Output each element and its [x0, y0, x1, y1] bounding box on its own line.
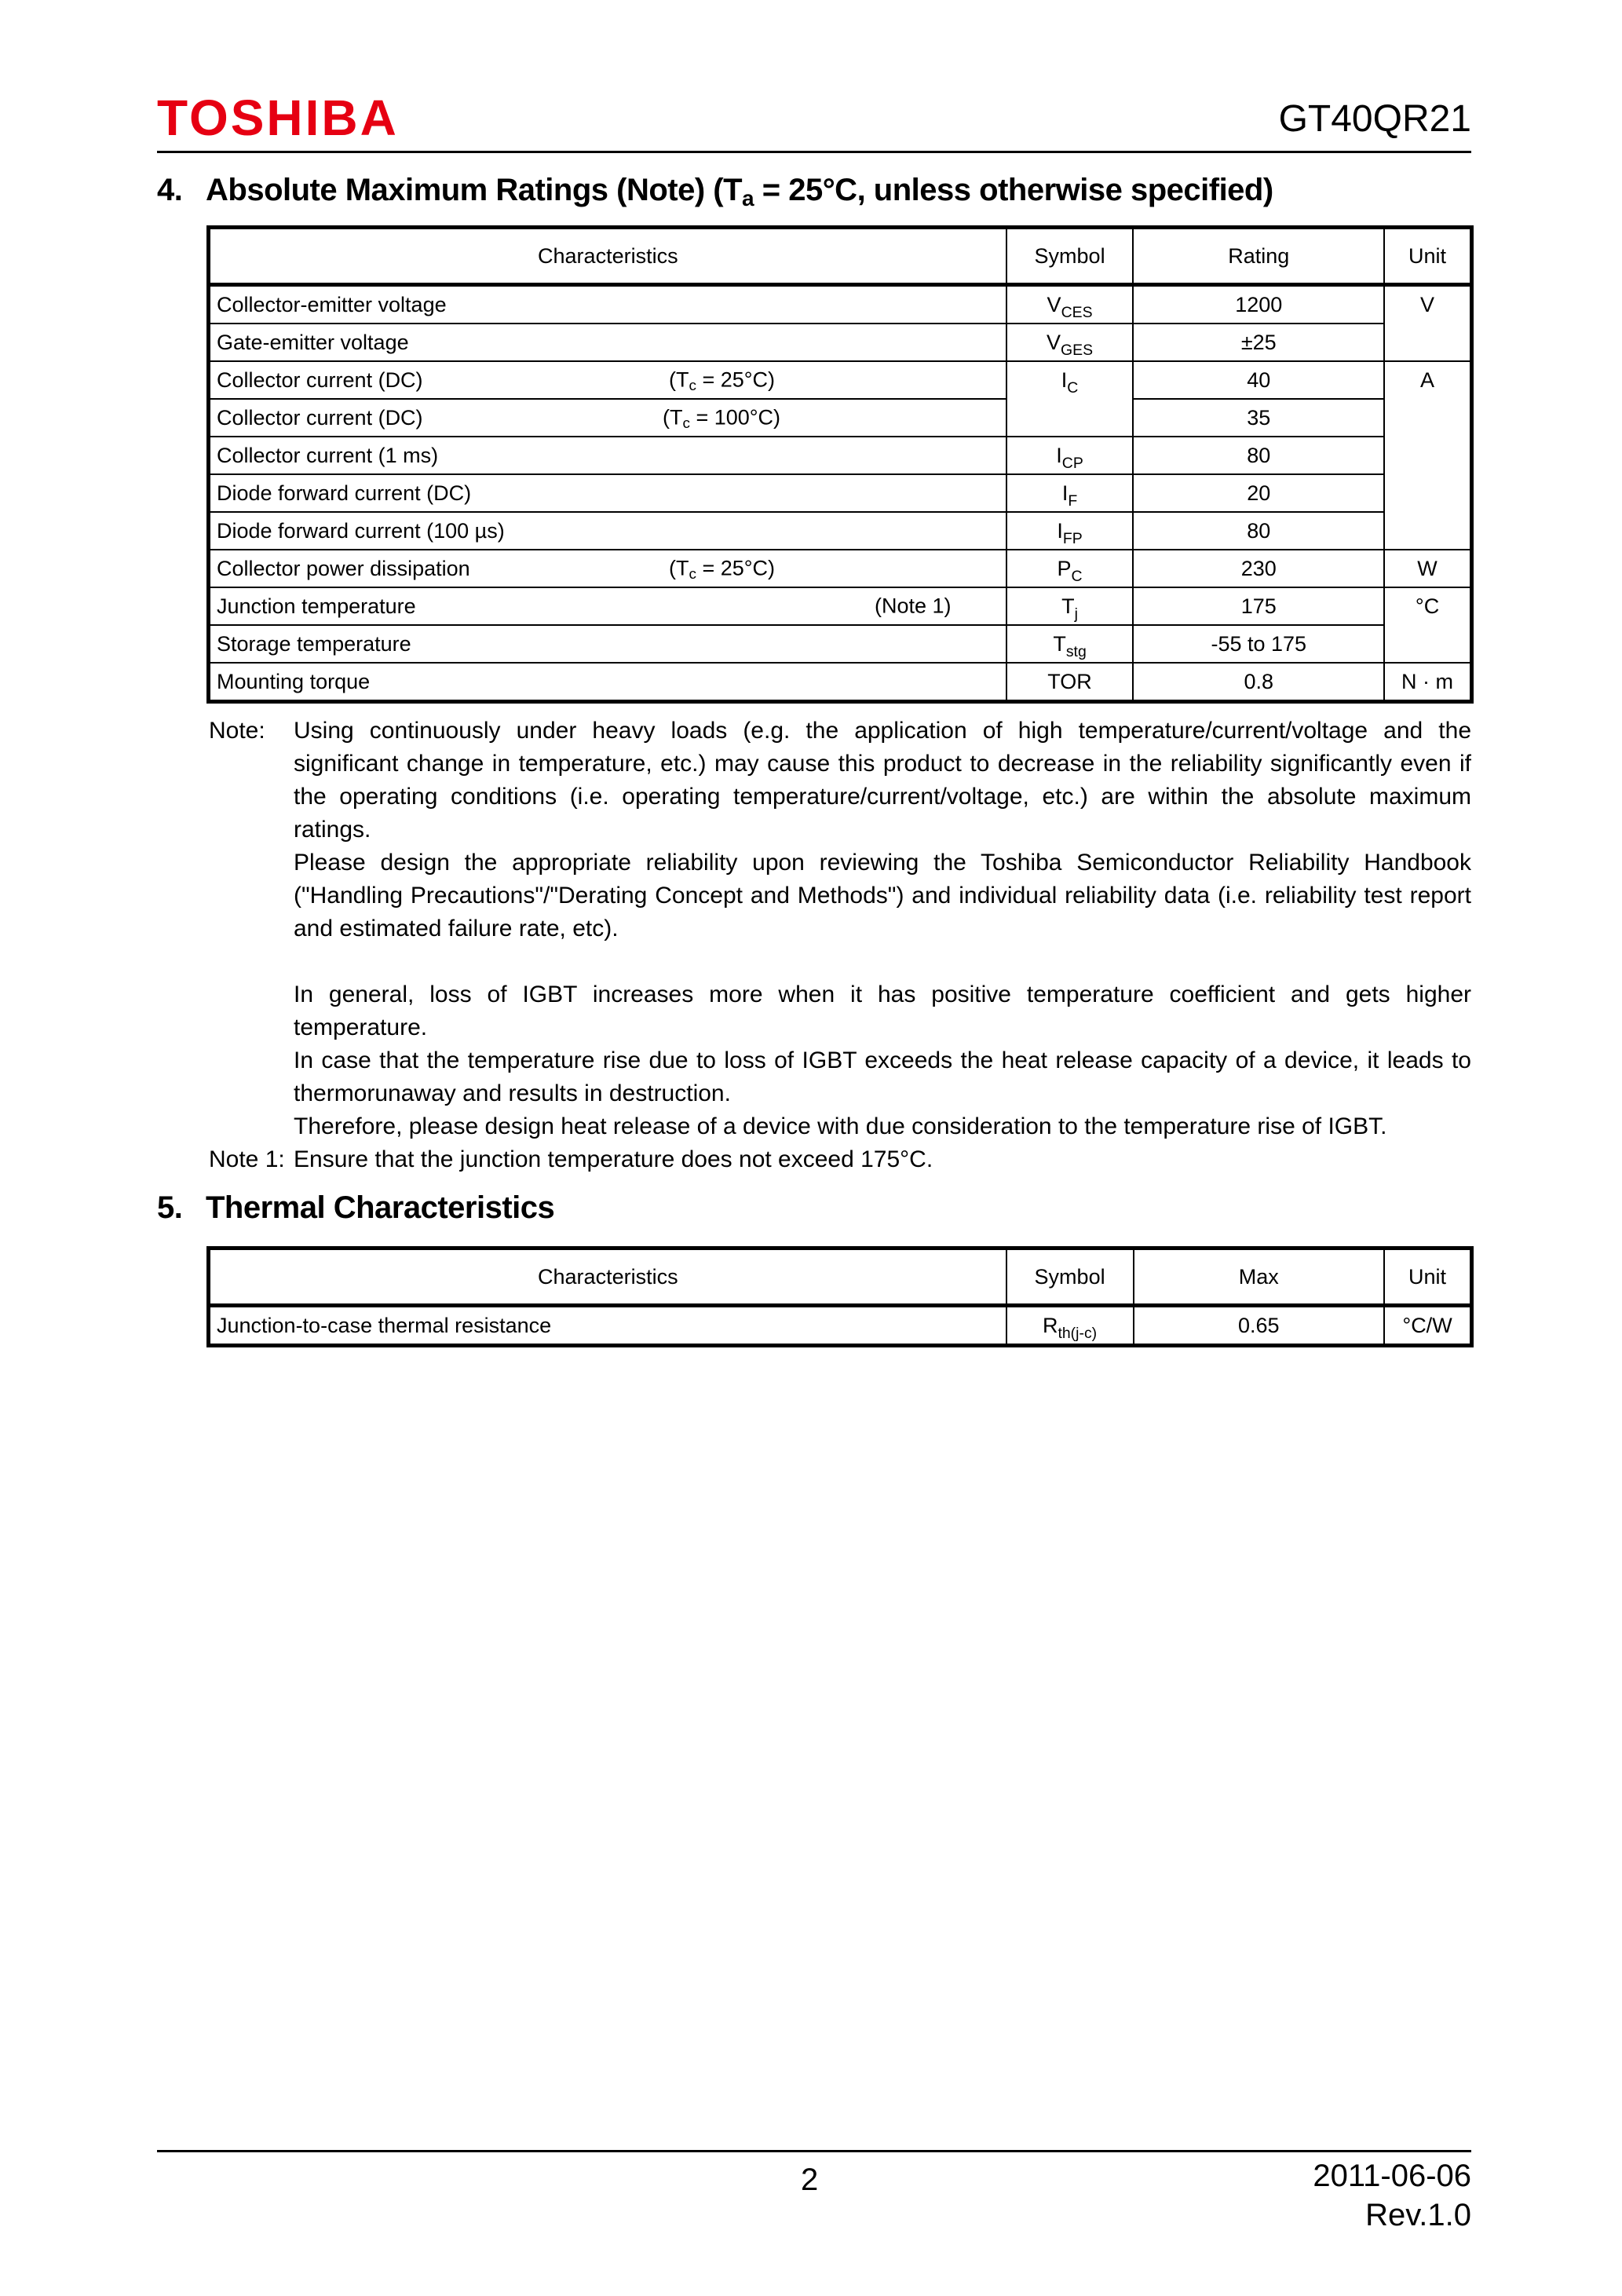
row-symbol: $I_C$ [1006, 361, 1134, 437]
note-paragraph: In case that the temperature rise due to loss of IGBT exceeds the heat release capacity of a device, it leads to thermorunaway and results in destruction. [294, 1047, 1471, 1106]
note-paragraph: Please design the appropriate reliability upon reviewing the Toshiba Semiconductor Reliability Handbook ("Handling Precautions"/"Derating Concept and Methods") and individual reliability data (i.e. reliability test report and estimated failure rate, etc). [294, 850, 1471, 941]
footer-date-revision [1313, 2156, 1471, 2235]
row-condition: $(T_c = 100^\circ C)$ [663, 405, 781, 433]
row-condition: (Note 1) [875, 594, 952, 618]
row-symbol: $T_{stg}$ [1006, 625, 1134, 663]
header-unit: Unit [1384, 1249, 1470, 1306]
row-unit: A [1384, 361, 1470, 550]
footer-date: 2011-06-06 [1313, 2159, 1471, 2193]
header-symbol: Symbol [1006, 1249, 1134, 1306]
row-rating: ±25 [1133, 324, 1384, 361]
section-4-number: 4. [157, 173, 183, 207]
row-max: 0.65 [1134, 1306, 1385, 1345]
footer-revision: Rev.1.0 [1365, 2198, 1471, 2232]
note-body [294, 715, 1471, 1143]
header-max: Max [1134, 1249, 1385, 1306]
toshiba-logo: TOSHIBA [157, 90, 399, 146]
header-symbol: Symbol [1006, 229, 1134, 285]
row-unit: V [1384, 285, 1470, 362]
row-symbol: $I_F$ [1006, 474, 1134, 512]
section-4-title [157, 173, 1273, 210]
row-characteristic: Mounting torque [210, 663, 1006, 700]
table-row [210, 1306, 1470, 1345]
row-characteristic: Diode forward current (100 µs) [210, 512, 1006, 550]
row-characteristic: Collector current (DC) $(T_c = 25^\circ C)$ [210, 361, 1006, 399]
row-symbol: $P_C$ [1006, 550, 1134, 587]
section-4-title-sub: a [742, 186, 754, 210]
table-header-row [210, 1249, 1470, 1306]
row-symbol: $I_{CP}$ [1006, 437, 1134, 474]
row-rating: 80 [1133, 512, 1384, 550]
page-number: 2 [801, 2163, 819, 2197]
table-row [210, 512, 1470, 550]
part-number: GT40QR21 [1278, 98, 1471, 140]
row-unit: N · m [1384, 663, 1470, 700]
row-characteristic: Junction-to-case thermal resistance [210, 1306, 1006, 1345]
footer-rule [157, 2150, 1471, 2152]
row-unit: °C/W [1384, 1306, 1470, 1345]
row-unit: W [1384, 550, 1470, 587]
row-rating: 40 [1133, 361, 1384, 399]
row-characteristic: Storage temperature [210, 625, 1006, 663]
row-characteristic: Diode forward current (DC) [210, 474, 1006, 512]
row-rating: 0.8 [1133, 663, 1384, 700]
header-rule [157, 151, 1471, 153]
row-characteristic: Collector-emitter voltage [210, 285, 1006, 324]
header-rating: Rating [1133, 229, 1384, 285]
row-symbol: $V_{CES}$ [1006, 285, 1134, 324]
header-characteristics: Characteristics [210, 229, 1006, 285]
row-characteristic: Collector power dissipation $(T_c = 25^\circ C)$ [210, 550, 1006, 587]
table-row [210, 587, 1470, 625]
table-row [210, 437, 1470, 474]
table-header-row [210, 229, 1470, 285]
header-characteristics: Characteristics [210, 1249, 1006, 1306]
row-rating: 175 [1133, 587, 1384, 625]
table-row [210, 663, 1470, 700]
row-unit: °C [1384, 587, 1470, 663]
row-characteristic: Collector current (1 ms) [210, 437, 1006, 474]
table-row [210, 324, 1470, 361]
row-symbol: TOR [1006, 663, 1134, 700]
note1-label: Note 1: [209, 1146, 285, 1172]
header-unit: Unit [1384, 229, 1470, 285]
row-rating: 80 [1133, 437, 1384, 474]
table-row [210, 285, 1470, 324]
note-paragraph: Using continuously under heavy loads (e.g. the application of high temperature/current/voltage and the significant change in temperature, etc.) may cause this product to decrease in the reliability significantly even if the operating conditions (i.e. operating temperature/current/voltage, etc.) are within the absolute maximum ratings. [294, 718, 1471, 843]
table-row [210, 625, 1470, 663]
row-characteristic: Collector current (DC) $(T_c = 100^\circ C)$ [210, 399, 1006, 437]
row-condition: $(T_c = 25^\circ C)$ [669, 367, 776, 395]
section-4-title-text: Absolute Maximum Ratings (Note) (T [206, 173, 743, 207]
row-rating: -55 to 175 [1133, 625, 1384, 663]
thermal-characteristics-table [209, 1249, 1471, 1345]
section-4-title-rest: = 25°C, unless otherwise specified) [754, 173, 1273, 207]
section-5-title [157, 1192, 554, 1223]
row-characteristic: Gate-emitter voltage [210, 324, 1006, 361]
table-row [210, 550, 1470, 587]
note-paragraph: Therefore, please design heat release of a device with due consideration to the temperature rise of IGBT. [294, 1113, 1387, 1139]
note-label: Note: [209, 718, 265, 744]
table-row [210, 474, 1470, 512]
section-5-number: 5. [157, 1190, 183, 1225]
table-row [210, 361, 1470, 399]
table-row [210, 399, 1470, 437]
row-characteristic: Junction temperature (Note 1) [210, 587, 1006, 625]
section-5-title-text: Thermal Characteristics [206, 1190, 555, 1225]
row-rating: 35 [1133, 399, 1384, 437]
row-rating: 20 [1133, 474, 1384, 512]
row-symbol: $T_j$ [1006, 587, 1134, 625]
row-condition: $(T_c = 25^\circ C)$ [669, 556, 776, 583]
row-symbol: $V_{GES}$ [1006, 324, 1134, 361]
note1-text: Ensure that the junction temperature does not exceed 175°C. [294, 1146, 933, 1172]
row-rating: 1200 [1133, 285, 1384, 324]
absolute-max-ratings-table [209, 228, 1471, 701]
row-symbol: $R_{th(j-c)}$ [1006, 1306, 1134, 1345]
row-rating: 230 [1133, 550, 1384, 587]
note-paragraph: In general, loss of IGBT increases more when it has positive temperature coefficient and gets higher temperature. [294, 982, 1471, 1040]
row-symbol: $I_{FP}$ [1006, 512, 1134, 550]
